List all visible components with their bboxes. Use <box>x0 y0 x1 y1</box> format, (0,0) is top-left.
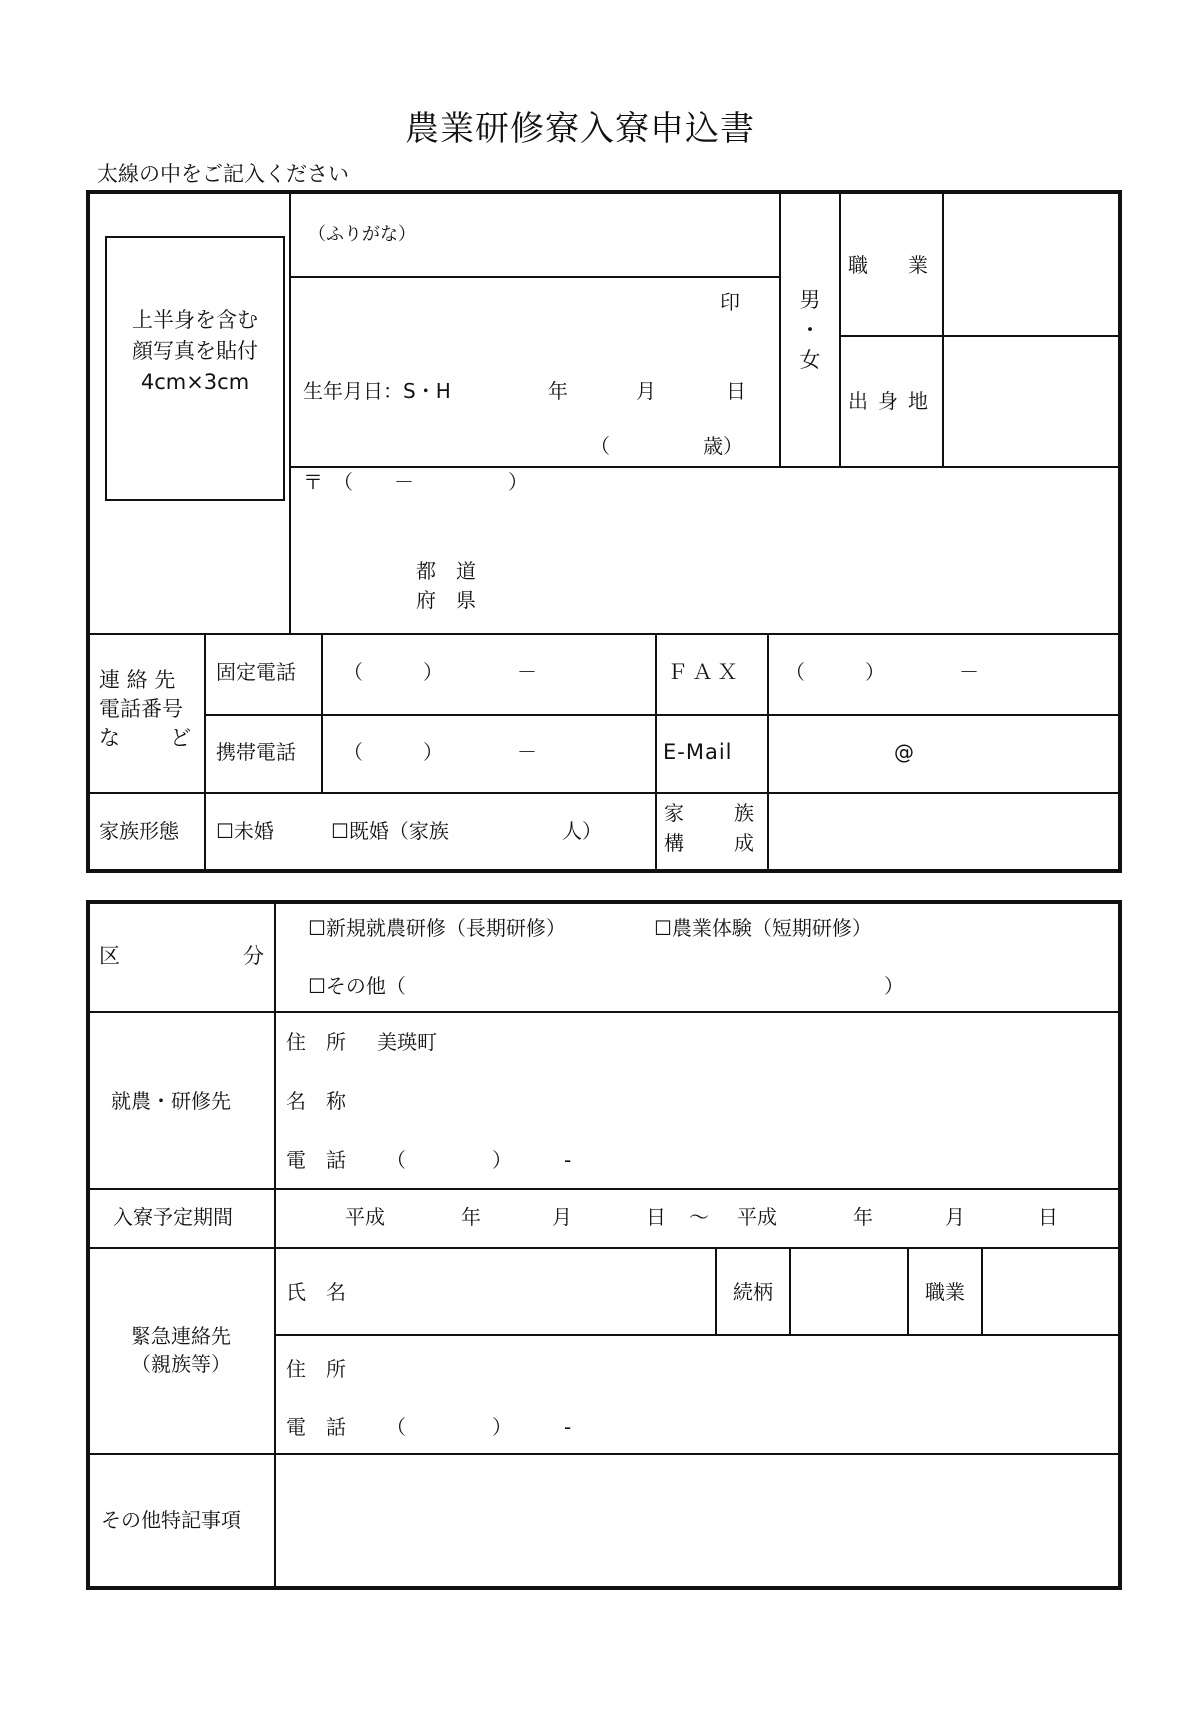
landline-dash: － <box>517 660 537 684</box>
landline-close-paren: ） <box>423 660 443 684</box>
birth-day-label: 日 <box>726 379 746 403</box>
divider <box>942 192 944 467</box>
emergency-occupation-label: 職業 <box>925 1280 965 1304</box>
fax-label: ＦＡＸ <box>667 660 742 684</box>
divider <box>840 335 1120 337</box>
period-end-day: 日 <box>1038 1205 1058 1229</box>
furigana-label: （ふりがな） <box>308 224 416 245</box>
divider <box>767 634 769 871</box>
divider <box>981 1248 983 1335</box>
host-phone-close-paren: ） <box>492 1148 512 1172</box>
host-phone-hyphen: - <box>564 1148 572 1172</box>
divider <box>655 634 657 871</box>
fax-dash: － <box>959 660 979 684</box>
period-tilde: ～ <box>689 1205 709 1229</box>
birthdate-label: 生年月日：S・H <box>303 379 451 403</box>
unmarried-checkbox[interactable]: ☐未婚 <box>216 819 274 843</box>
prefecture-label-line1: 都 道 <box>416 559 476 583</box>
birth-year-label: 年 <box>548 379 568 403</box>
divider <box>88 1011 1120 1013</box>
email-label: E-Mail <box>663 740 733 764</box>
emergency-phone-open-paren: （ <box>386 1415 406 1439</box>
emergency-address-label: 住 所 <box>286 1357 346 1381</box>
postal-mark: 〒 <box>303 470 323 494</box>
form-title: 農業研修寮入寮申込書 <box>405 109 755 149</box>
mobile-open-paren: （ <box>343 740 363 764</box>
divider <box>88 1453 1120 1455</box>
period-start-year: 年 <box>461 1205 481 1229</box>
age-label: 歳） <box>703 434 743 458</box>
category-label: 区 分 <box>99 944 264 968</box>
period-end-era: 平成 <box>737 1205 777 1229</box>
birth-month-label: 月 <box>636 379 656 403</box>
emergency-label-line2: （親族等） <box>131 1352 231 1376</box>
family-count-suffix: 人） <box>562 819 602 843</box>
divider <box>289 192 291 634</box>
emergency-phone-close-paren: ） <box>492 1415 512 1439</box>
contact-group-line1: 連 絡 先 <box>99 668 176 692</box>
mobile-dash: － <box>517 740 537 764</box>
divider <box>88 633 1120 635</box>
divider <box>839 192 841 467</box>
emergency-label-line1: 緊急連絡先 <box>131 1324 231 1348</box>
period-end-month: 月 <box>945 1205 965 1229</box>
landline-label: 固定電話 <box>216 660 296 684</box>
fax-open-paren: （ <box>785 660 805 684</box>
seal-label: 印 <box>720 290 740 314</box>
other-category-checkbox[interactable]: ☐その他（ <box>308 974 406 998</box>
host-address-label: 住 所 <box>286 1030 346 1054</box>
family-status-label: 家族形態 <box>99 819 179 843</box>
period-start-month: 月 <box>552 1205 572 1229</box>
period-start-day: 日 <box>646 1205 666 1229</box>
period-label: 入寮予定期間 <box>113 1205 233 1229</box>
family-composition-label-row1: 家 族 <box>664 801 754 825</box>
divider <box>88 792 1120 794</box>
divider <box>205 714 1120 716</box>
postal-dash: － <box>394 470 414 494</box>
prefecture-label-line2: 府 県 <box>416 588 476 612</box>
divider <box>789 1248 791 1335</box>
photo-placeholder-box <box>105 236 285 501</box>
photo-instruction-line2: 顔写真を貼付 <box>132 339 258 363</box>
divider <box>290 466 1120 468</box>
photo-size-note: 4cm×3cm <box>140 370 250 394</box>
emergency-name-label: 氏 名 <box>286 1280 346 1304</box>
training-section-border <box>86 900 1122 1590</box>
divider <box>204 634 206 871</box>
period-end-year: 年 <box>853 1205 873 1229</box>
married-checkbox[interactable]: ☐既婚（家族 <box>331 819 449 843</box>
landline-open-paren: （ <box>343 660 363 684</box>
postal-close-paren: ） <box>508 470 528 494</box>
farm-experience-checkbox[interactable]: ☐農業体験（短期研修） <box>654 916 872 940</box>
host-phone-label: 電 話 <box>286 1148 346 1172</box>
notes-label: その他特記事項 <box>101 1508 241 1532</box>
divider <box>88 1188 1120 1190</box>
emergency-relation-label: 続柄 <box>733 1280 773 1304</box>
period-start-era: 平成 <box>345 1205 385 1229</box>
occupation-label: 職 業 <box>848 253 928 277</box>
postal-open-paren: （ <box>333 470 353 494</box>
photo-instruction-line1: 上半身を含む <box>132 308 258 332</box>
divider <box>88 1247 1120 1249</box>
mobile-label: 携帯電話 <box>216 740 296 764</box>
emergency-phone-hyphen: - <box>564 1415 572 1439</box>
gender-separator: ・ <box>799 318 821 342</box>
contact-group-line2: 電話番号 <box>99 697 183 721</box>
host-name-label: 名 称 <box>286 1089 346 1113</box>
email-at-mark: @ <box>894 740 914 764</box>
host-address-value: 美瑛町 <box>377 1030 437 1054</box>
gender-male: 男 <box>799 288 821 312</box>
emergency-phone-label: 電 話 <box>286 1415 346 1439</box>
divider <box>290 276 780 278</box>
mobile-close-paren: ） <box>423 740 443 764</box>
age-open-paren: （ <box>590 434 610 458</box>
contact-group-line3: な ど <box>99 726 191 750</box>
new-farming-training-checkbox[interactable]: ☐新規就農研修（長期研修） <box>308 916 566 940</box>
family-composition-label-row2: 構 成 <box>664 831 754 855</box>
other-category-close-paren: ） <box>884 974 904 998</box>
host-label: 就農・研修先 <box>111 1089 231 1113</box>
divider <box>274 902 276 1588</box>
form-instruction: 太線の中をご記入ください <box>97 162 349 186</box>
birthplace-label: 出 身 地 <box>848 389 928 413</box>
gender-female: 女 <box>799 348 821 372</box>
fax-close-paren: ） <box>865 660 885 684</box>
host-phone-open-paren: （ <box>386 1148 406 1172</box>
divider <box>275 1334 1120 1336</box>
